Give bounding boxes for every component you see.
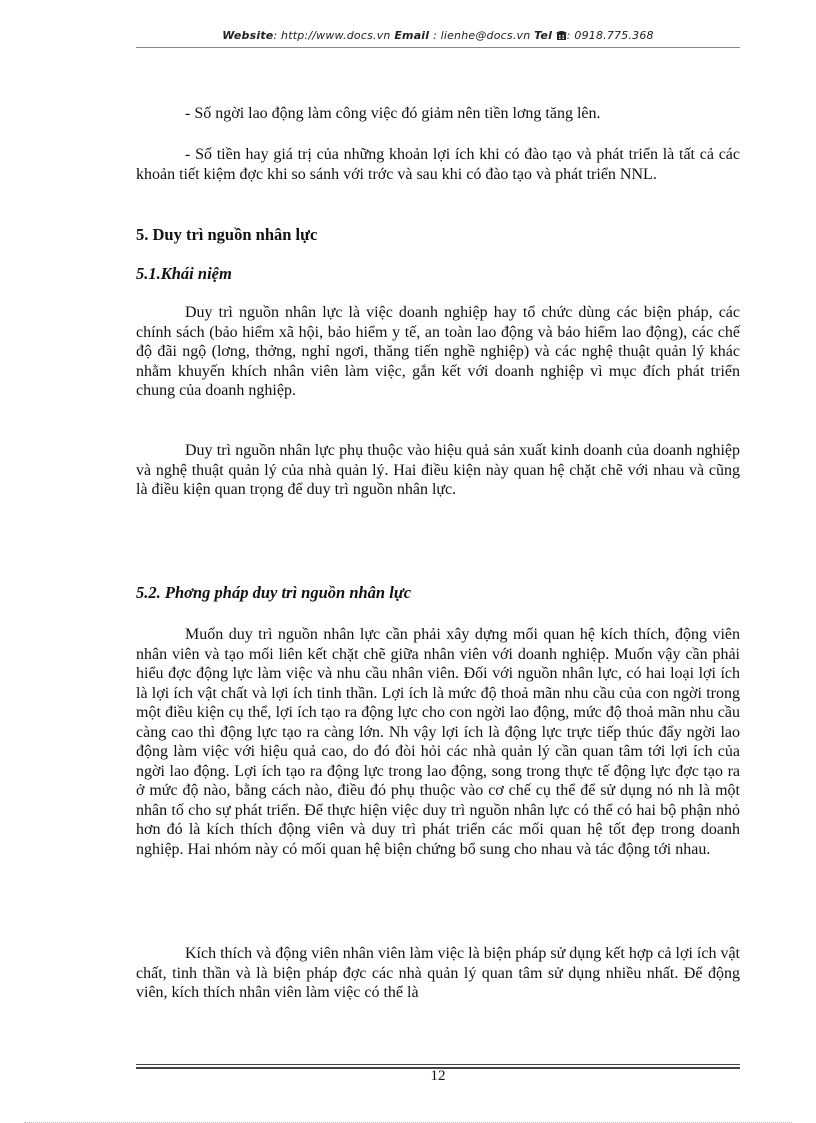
- header-divider: [136, 47, 740, 48]
- tel-value: : 0918.775.368: [566, 29, 654, 42]
- footer-divider-thin: [136, 1064, 740, 1065]
- paragraph-salary: - Số ngời lao động làm công việc đó giảm nên tiền lơng tăng lên.: [185, 105, 601, 122]
- section-heading-5-2: 5.2. Phơng pháp duy trì nguồn nhân lực: [136, 583, 412, 602]
- section-heading-5: 5. Duy trì nguồn nhân lực: [136, 225, 318, 244]
- website-label: Website: [222, 29, 274, 42]
- paragraph-dependency: Duy trì nguồn nhân lực phụ thuộc vào hiệu quả sản xuất kinh doanh của doanh nghiệp và nghệ thuật quản lý của nhà quản lý. Hai điều kiện này quan hệ chặt chẽ với nhau và cũng là điều kiện quan trọng để duy trì nguồn nhân lực.: [136, 442, 740, 498]
- paragraph-motivation: Kích thích và động viên nhân viên làm việc là biện pháp sử dụng kết hợp cả lợi ích vật chất, tinh thần và là biện pháp đợc các nhà quản lý quan tâm sử dụng nhiều nhất. Để động viên, kích thích nhân viên làm việc có thể là: [136, 945, 740, 1001]
- email-value: : lienhe@docs.vn: [432, 29, 531, 42]
- page-header: [136, 29, 740, 43]
- page-number: 12: [430, 1068, 446, 1084]
- paragraph-definition: Duy trì nguồn nhân lực là việc doanh nghiệp hay tổ chức dùng các biện pháp, các chính sách (bảo hiểm xã hội, bảo hiểm y tế, an toàn lao động và bảo hiểm lao động), các chế độ đãi ngộ (lơng, thởng, nghỉ ngơi, thăng tiến nghề nghiệp) và các nghệ thuật quản lý khác nhằm khuyến khích nhân viên làm việc, gắn kết với doanh nghiệp vì mục đích phát triển chung của doanh nghiệp.: [136, 304, 740, 399]
- tel-label: Tel: [534, 29, 553, 42]
- paragraph-methods: Muốn duy trì nguồn nhân lực cần phải xây dựng mối quan hệ kích thích, động viên nhân viên và tạo mối liên kết chặt chẽ giữa nhân viên với doanh nghiệp. Muốn vậy cần phải hiểu đợc động lực làm việc và nhu cầu nhân viên. Đối với nguồn nhân lực, có hai loại lợi ích là lợi ích vật chất và lợi ích tinh thần. Lợi ích là mức độ thoả mãn nhu cầu của con ngời trong một điều kiện cụ thể, lợi ích tạo ra động lực cho con ngời lao động, mức độ thoả mãn nhu cầu càng cao thì động lực tạo ra càng lớn. Nh vậy lợi ích là động lực trực tiếp thúc đẩy ngời lao động làm việc với hiệu quả cao, do đó đòi hỏi các nhà quản lý cần quan tâm tới lợi ích của ngời lao động. Lợi ích tạo ra động lực trong lao động, song trong thực tế động lực đợc tạo ra ở mức độ nào, bằng cách nào, điều đó phụ thuộc vào cơ chế cụ thể để sử dụng nó nh là một nhân tố cho sự phát triển. Để thực hiện việc duy trì nguồn nhân lực có thể có hai bộ phận nhỏ hơn đó là kích thích động viên và duy trì phát triển các mối quan hệ tốt đẹp trong doanh nghiệp. Hai nhóm này có mối quan hệ biện chứng bổ sung cho nhau và tác động tới nhau.: [136, 626, 740, 858]
- email-label: Email: [394, 29, 430, 42]
- paragraph-savings: - Số tiền hay giá trị của những khoản lợi ích khi có đào tạo và phát triển là tất cả các khoản tiết kiệm đợc khi so sánh với trớc và sau khi có đào tạo và phát triển NNL.: [136, 146, 740, 183]
- website-value: : http://www.docs.vn: [273, 29, 391, 42]
- section-heading-5-1: 5.1.Khái niệm: [136, 264, 232, 283]
- phone-icon: [556, 30, 567, 43]
